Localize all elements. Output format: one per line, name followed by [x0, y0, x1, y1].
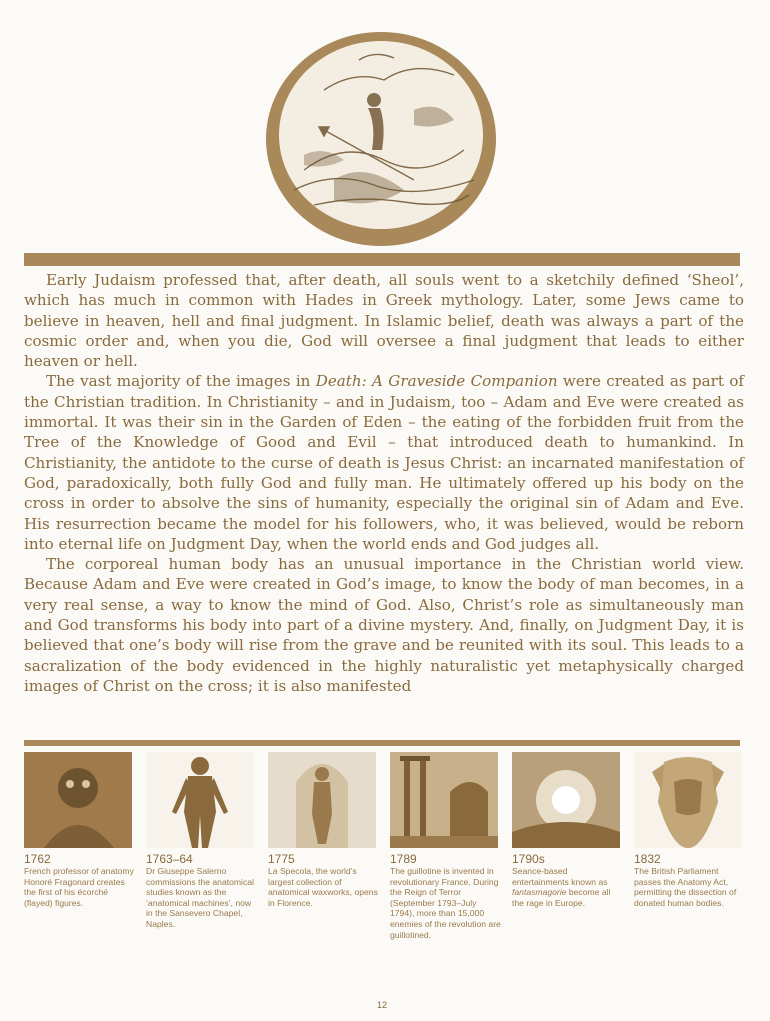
anatomical-machine-image — [146, 752, 254, 848]
wax-anatomy-image — [268, 752, 376, 848]
ecorche-figure-image — [24, 752, 132, 848]
guillotine-image — [390, 752, 498, 848]
paragraph-2-rest: were created as part of the Christian tradition. In Christianity – and in Judaism, too – Adam and Eve were created as immortal. It was their sin in the Garden of Eden – the eating of the forbidden fruit from the Tree of the Knowledge of Good and Evil – that introduced death to humankind. In Christianity, the antidote to the curse of death is Jesus Christ: an incarnated manifestation of God, paradoxically, both fully God and fully man. He ultimately offered up his body on the cross in order to absolve the sins of humanity, especially the original sin of Adam and Eve. His resurrection became the model for his followers, who, it was believed, would be reborn into eternal life on Judgment Day, when the world ends and God judges all. — [24, 372, 744, 553]
fantasmagorie-image — [512, 752, 620, 848]
timeline-item-1832 — [634, 752, 746, 908]
bottom-divider-rule — [24, 740, 740, 746]
timeline-year: 1762 — [24, 852, 51, 866]
timeline-item-1775 — [268, 752, 380, 908]
timeline-text: Dr Giuseppe Salerno commissions the anatomical studies known as the ‘anatomical machines’, now in the Sansevero Chapel, Naples. — [146, 866, 254, 929]
book-title: Death: A Graveside Companion — [315, 372, 558, 391]
timeline-year: 1763–64 — [146, 852, 193, 866]
paragraph-3: The corporeal human body has an unusual importance in the Christian world view. Because Adam and Eve were created in God’s image, to know the body of man becomes, in a very real sense, a way to know the mind of God. Also, Christ’s role as simultaneously man and God transforms his body into part of a divine mystery. And, finally, on Judgment Day, it is believed that one’s body will rise from the grave and be reunited with its soul. This leads to a sacralization of the body evidenced in the highly naturalistic yet metaphysically charged images of Christ on the cross; it is also manifested — [24, 555, 744, 695]
timeline-year: 1789 — [390, 852, 417, 866]
timeline-text: The guillotine is invented in revolutionary France. During the Reign of Terror (September 1793–July 1794), more than 15,000 enemies of the revolution are guillotined. — [390, 866, 501, 940]
fantasmagorie-term: fantasmagorie — [512, 887, 567, 898]
timeline-item-1762 — [24, 752, 136, 908]
paragraph-2 — [24, 371, 744, 554]
timeline-item-1789 — [390, 752, 502, 940]
timeline-text-lead: Seance-based entertainments known as — [512, 866, 608, 887]
timeline-item-1763-64 — [146, 752, 258, 930]
timeline-year: 1832 — [634, 852, 661, 866]
paragraph-1: Early Judaism professed that, after death, all souls went to a sketchily defined ‘Sheol’, which has much in common with Hades in Greek mythology. Later, some Jews came to believe in heaven, hell and final judgment. In Islamic belief, death was always a part of the cosmic order and, when you die, God will oversee a final judgment that leads to either heaven or hell. — [24, 271, 744, 371]
timeline-text: French professor of anatomy Honoré Fragonard creates the first of his écorché (flayed) figures. — [24, 866, 134, 908]
dissected-torso-image — [634, 752, 742, 848]
timeline-item-1790s — [512, 752, 624, 908]
timeline-text: The British Parliament passes the Anatomy Act, permitting the dissection of donated human bodies. — [634, 866, 737, 908]
timeline — [24, 752, 744, 982]
timeline-text — [512, 866, 624, 908]
main-article-text — [24, 270, 744, 696]
top-divider-rule — [24, 253, 740, 266]
paragraph-2-lead: The vast majority of the images in — [46, 372, 316, 391]
timeline-text: La Specola, the world’s largest collection of anatomical waxworks, opens in Florence. — [268, 866, 378, 908]
death-allegory-medallion — [264, 30, 498, 248]
timeline-text-rest: become all the rage in Europe. — [512, 887, 611, 908]
timeline-year: 1790s — [512, 852, 545, 866]
page-number: 12 — [377, 1000, 388, 1010]
timeline-year: 1775 — [268, 852, 295, 866]
